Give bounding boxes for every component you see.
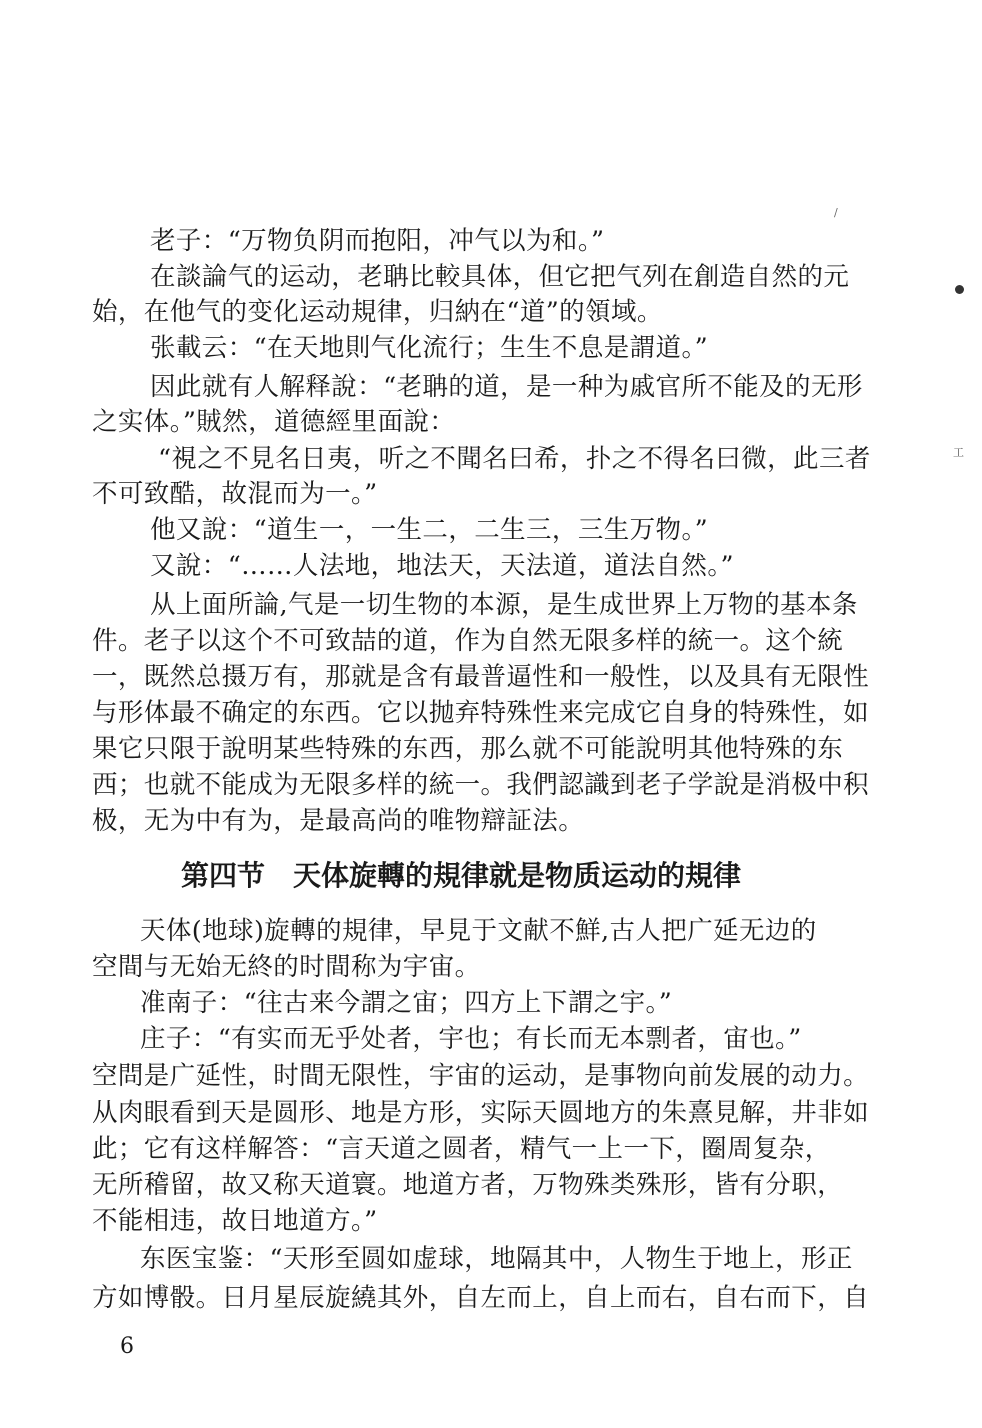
text-line: 不能相违，故日地道方。” bbox=[92, 1206, 378, 1236]
text-line: 方如博骰。日月星辰旋繞其外，自左而上，自上而右，自右而下，自 bbox=[92, 1283, 870, 1313]
text-line: 张載云：“在天地則气化流行；生生不息是謂道。” bbox=[150, 333, 709, 363]
text-line: 与形体最不确定的东西。它以抛弃特殊性来完成它自身的特殊性，如 bbox=[92, 698, 870, 728]
text-line: 东医宝鉴：“天形至圆如虚球，地隔其中，人物生于地上，形正 bbox=[140, 1244, 853, 1274]
text-line: 果它只限于說明某些特殊的东西，那么就不可能說明其他特殊的东 bbox=[92, 734, 844, 764]
text-line: 此；它有这样解答：“言天道之圆者，精气一上一下，圈周复杂， bbox=[92, 1134, 831, 1164]
text-line: 件。老子以这个不可致喆的道，作为自然无限多样的統一。这个統 bbox=[92, 626, 844, 656]
text-line: 一，既然总摄万有，那就是含有最普逼性和一般性，以及具有无限性 bbox=[92, 662, 870, 692]
text-line: 不可致酷，故混而为一。” bbox=[92, 479, 378, 509]
text-line: 无所稽留，故又称天道寰。地道方者，万物殊类殊形，皆有分职， bbox=[92, 1170, 844, 1200]
text-line: 庄子：“有实而无乎处者，宇也；有长而无本剽者，宙也。” bbox=[140, 1024, 802, 1054]
text-line: 在談論气的运动，老聃比較具体，但它把气列在創造自然的元 bbox=[150, 262, 850, 292]
text-line: 西；也就不能成为无限多样的統一。我們認識到老子学說是消极中积 bbox=[92, 770, 870, 800]
text-line: 空間与无始无終的时間称为宇宙。 bbox=[92, 952, 481, 982]
text-line: 天体(地球)旋轉的規律，早見于文献不鮮,古人把广延无边的 bbox=[140, 916, 817, 946]
text-line: 从肉眼看到天是圆形、地是方形，实际天圆地方的朱熹見解，井非如 bbox=[92, 1098, 870, 1128]
text-line: “視之不見名日夷，听之不聞名曰希，扑之不得名曰微，此三者 bbox=[158, 444, 871, 474]
section-title: 第四节 天体旋轉的規律就是物质运动的規律 bbox=[180, 859, 741, 892]
margin-ink-spot bbox=[955, 285, 964, 294]
text-line: 因此就有人解释說：“老聃的道，是一种为戚官所不能及的无形 bbox=[150, 372, 863, 402]
text-line: 准南子：“往古来今謂之宙；四方上下謂之宇。” bbox=[140, 988, 673, 1018]
text-line: 极，无为中有为，是最高尚的唯物辯証法。 bbox=[92, 806, 585, 836]
text-line: 空問是广延性，时間无限性，宇宙的运动，是事物向前发展的动力。 bbox=[92, 1061, 870, 1091]
text-line: 又說：“……人法地，地法天，天法道，道法自然。” bbox=[150, 551, 734, 581]
text-line: 他又說：“道生一，一生二，二生三，三生万物。” bbox=[150, 515, 709, 545]
text-line: 从上面所論,气是一切生物的本源，是生成世界上万物的基本条 bbox=[150, 590, 858, 620]
text-line: 之实体。”賊然，道德經里面說： bbox=[92, 407, 456, 437]
text-line: 老子：“万物负阴而抱阳，冲气以为和。” bbox=[150, 226, 605, 256]
margin-mark-slash: / bbox=[834, 206, 838, 219]
page-number: 6 bbox=[120, 1334, 134, 1359]
text-line: 始，在他气的变化运动規律，归納在“道”的領域。 bbox=[92, 297, 663, 327]
margin-mark-gong: 工 bbox=[953, 446, 964, 459]
